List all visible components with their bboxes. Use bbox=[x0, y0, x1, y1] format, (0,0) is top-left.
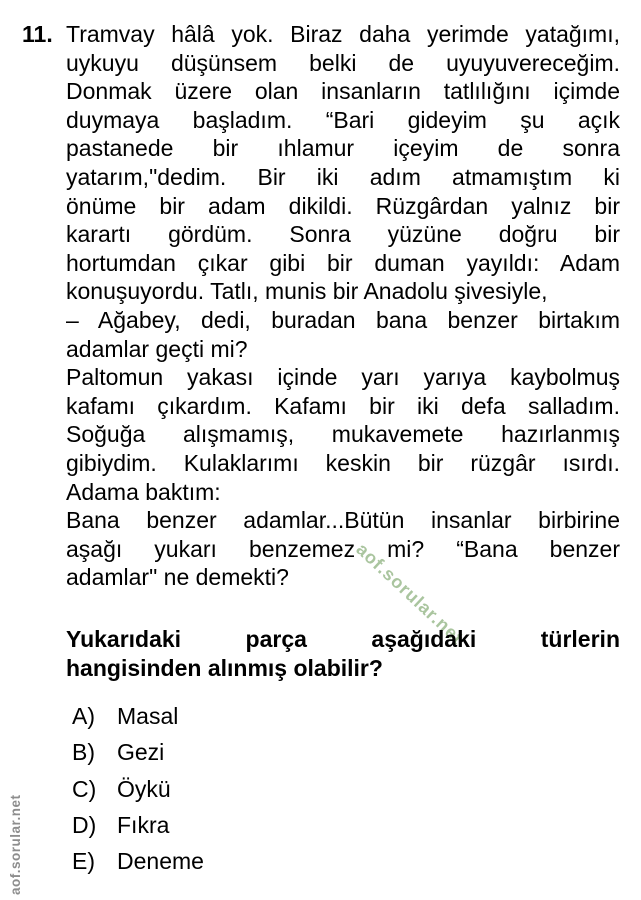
watermark-side: aof.sorular.net bbox=[8, 794, 23, 895]
option-row-e[interactable] bbox=[72, 847, 612, 883]
passage-line: karartı gördüm. Sonra yüzüne doğru bir bbox=[66, 221, 620, 248]
passage-line: adamlar geçti mi? bbox=[66, 335, 248, 362]
passage-line: kafamı çıkardım. Kafamı bir iki defa salladım. bbox=[66, 392, 620, 419]
option-label: Öykü bbox=[117, 775, 171, 802]
passage-line: duymaya başladım. “Bari gideyim şu açık bbox=[66, 106, 620, 133]
options-list bbox=[72, 702, 612, 883]
option-row-d[interactable] bbox=[72, 811, 612, 847]
passage-line: yatarım,"dedim. Bir iki adım atmamıştım ki bbox=[66, 163, 620, 190]
question-number: 11. bbox=[22, 21, 53, 47]
option-letter: B) bbox=[72, 739, 95, 766]
question-stem bbox=[66, 625, 620, 682]
passage-line: Bana benzer adamlar...Bütün insanlar birbirine bbox=[66, 507, 620, 534]
option-letter: E) bbox=[72, 848, 95, 874]
option-letter: D) bbox=[72, 811, 97, 838]
option-label: Deneme bbox=[117, 848, 204, 874]
passage-line: Tramvay hâlâ yok. Biraz daha yerimde yatağımı, bbox=[66, 21, 620, 47]
option-letter: A) bbox=[72, 703, 95, 729]
option-row-b[interactable] bbox=[72, 738, 612, 774]
option-label: Gezi bbox=[117, 739, 165, 766]
passage-line: Donmak üzere olan insanların tatlılığını içimde bbox=[66, 78, 620, 105]
stem-line: Yukarıdaki parça aşağıdaki türlerin bbox=[66, 626, 620, 652]
passage-line: konuşuyordu. Tatlı, munis bir Anadolu şivesiyle, bbox=[66, 278, 548, 305]
passage-line: adamlar" ne demekti? bbox=[66, 564, 289, 591]
option-letter: C) bbox=[72, 775, 97, 802]
option-row-a[interactable] bbox=[72, 702, 612, 738]
passage-line: Soğuğa alışmamış, mukavemete hazırlanmış bbox=[66, 421, 620, 448]
passage-line: Adama baktım: bbox=[66, 478, 221, 505]
question-passage bbox=[66, 20, 620, 592]
passage-line: Paltomun yakası içinde yarı yarıya kaybolmuş bbox=[66, 364, 620, 391]
option-label: Fıkra bbox=[117, 811, 170, 838]
passage-line: – Ağabey, dedi, buradan bana benzer birtakım bbox=[66, 306, 620, 333]
passage-line: uykuyu düşünsem belki de uyuyuvereceğim. bbox=[66, 49, 620, 76]
option-row-c[interactable] bbox=[72, 775, 612, 811]
stem-line: hangisinden alınmış olabilir? bbox=[66, 654, 383, 681]
passage-line: gibiydim. Kulaklarımı keskin bir rüzgâr ısırdı. bbox=[66, 449, 620, 476]
passage-line: aşağı yukarı benzemez mi? “Bana benzer bbox=[66, 535, 620, 562]
option-label: Masal bbox=[117, 703, 179, 729]
passage-line: önüme bir adam dikildi. Rüzgârdan yalnız bir bbox=[66, 192, 620, 219]
passage-line: pastanede bir ıhlamur içeyim de sonra bbox=[66, 135, 620, 162]
passage-line: hortumdan çıkar gibi bir duman yayıldı: Adam bbox=[66, 249, 620, 276]
watermark-diagonal: aof.sorular.net bbox=[352, 539, 468, 649]
